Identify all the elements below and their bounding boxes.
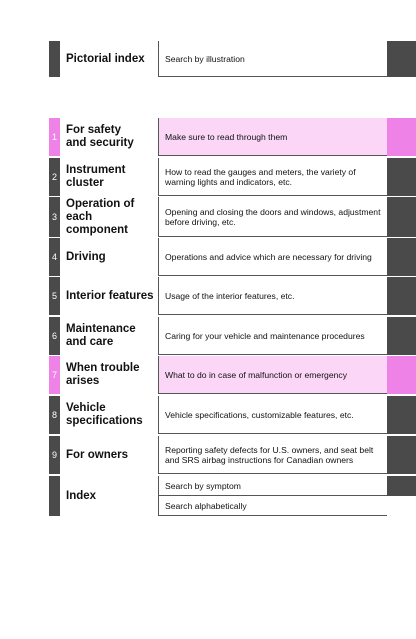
section-title [66,158,158,196]
section-title: Pictorial index [66,52,145,65]
section-title [66,238,158,276]
section-row-3[interactable] [49,197,387,237]
section-title-line: each [66,210,93,223]
section-row-2[interactable] [49,158,387,196]
section-tab-marker [49,476,60,516]
section-row-6[interactable] [49,317,387,355]
section-title [66,436,158,474]
edge-tab [387,436,416,474]
edge-tab [387,238,416,276]
section-description: Opening and closing the doors and windows, adjustment before driving, etc. [158,197,387,237]
section-title: Index [66,489,97,502]
section-title-line: and care [66,336,114,348]
section-title-line: specifications [66,415,143,427]
section-number: 2 [49,158,60,196]
section-title-line: For owners [66,448,128,461]
section-title [66,197,158,237]
pictorial-index-row[interactable] [49,41,387,77]
section-title [66,317,158,355]
section-number: 6 [49,317,60,355]
section-number: 1 [49,118,60,156]
index-search-alphabetically[interactable]: Search alphabetically [158,496,387,516]
section-number: 3 [49,197,60,237]
section-title-line: Maintenance [66,323,136,335]
section-description: Reporting safety defects for U.S. owners, and seat belt and SRS airbag instructions for Canadian owners [158,436,387,474]
section-row-4[interactable] [49,238,387,276]
section-number: 5 [49,277,60,315]
section-title-line: Operation of [66,197,135,210]
section-title-line: When trouble [66,362,140,374]
edge-tab [387,41,416,77]
section-description: Operations and advice which are necessary for driving [158,238,387,276]
section-description: Usage of the interior features, etc. [158,277,387,315]
edge-tab [387,118,416,156]
edge-tab [387,356,416,394]
section-description: Search by illustration [158,41,387,77]
section-title [66,356,158,394]
edge-tab [387,158,416,196]
section-title [66,118,158,156]
section-title-line: arises [66,375,100,387]
section-title-line: component [66,223,128,236]
section-description: What to do in case of malfunction or emergency [158,356,387,394]
edge-tab [387,277,416,315]
section-row-7[interactable] [49,356,387,394]
section-row-5[interactable] [49,277,387,315]
section-number: 4 [49,238,60,276]
edge-tab [387,476,416,496]
edge-tab [387,197,416,237]
section-title-line: For safety [66,124,121,136]
section-tab-marker [49,41,60,77]
section-description: Make sure to read through them [158,118,387,156]
section-title-line: cluster [66,177,104,189]
section-row-1[interactable] [49,118,387,156]
section-title-line: Driving [66,250,106,263]
section-number: 7 [49,356,60,394]
section-description: How to read the gauges and meters, the variety of warning lights and indicators, etc. [158,158,387,196]
section-row-8[interactable] [49,396,387,434]
index-row [49,476,387,516]
section-title-line: Instrument [66,164,126,176]
section-number: 9 [49,436,60,474]
section-title [66,277,158,315]
section-row-9[interactable] [49,436,387,474]
edge-tab [387,396,416,434]
section-title-line: and security [66,137,134,149]
section-title-line: Vehicle [66,402,106,414]
section-description: Caring for your vehicle and maintenance procedures [158,317,387,355]
index-search-by-symptom[interactable]: Search by symptom [158,476,387,496]
section-title [66,396,158,434]
section-title-line: Interior features [66,289,154,302]
section-description: Vehicle specifications, customizable features, etc. [158,396,387,434]
section-number: 8 [49,396,60,434]
edge-tab [387,317,416,355]
